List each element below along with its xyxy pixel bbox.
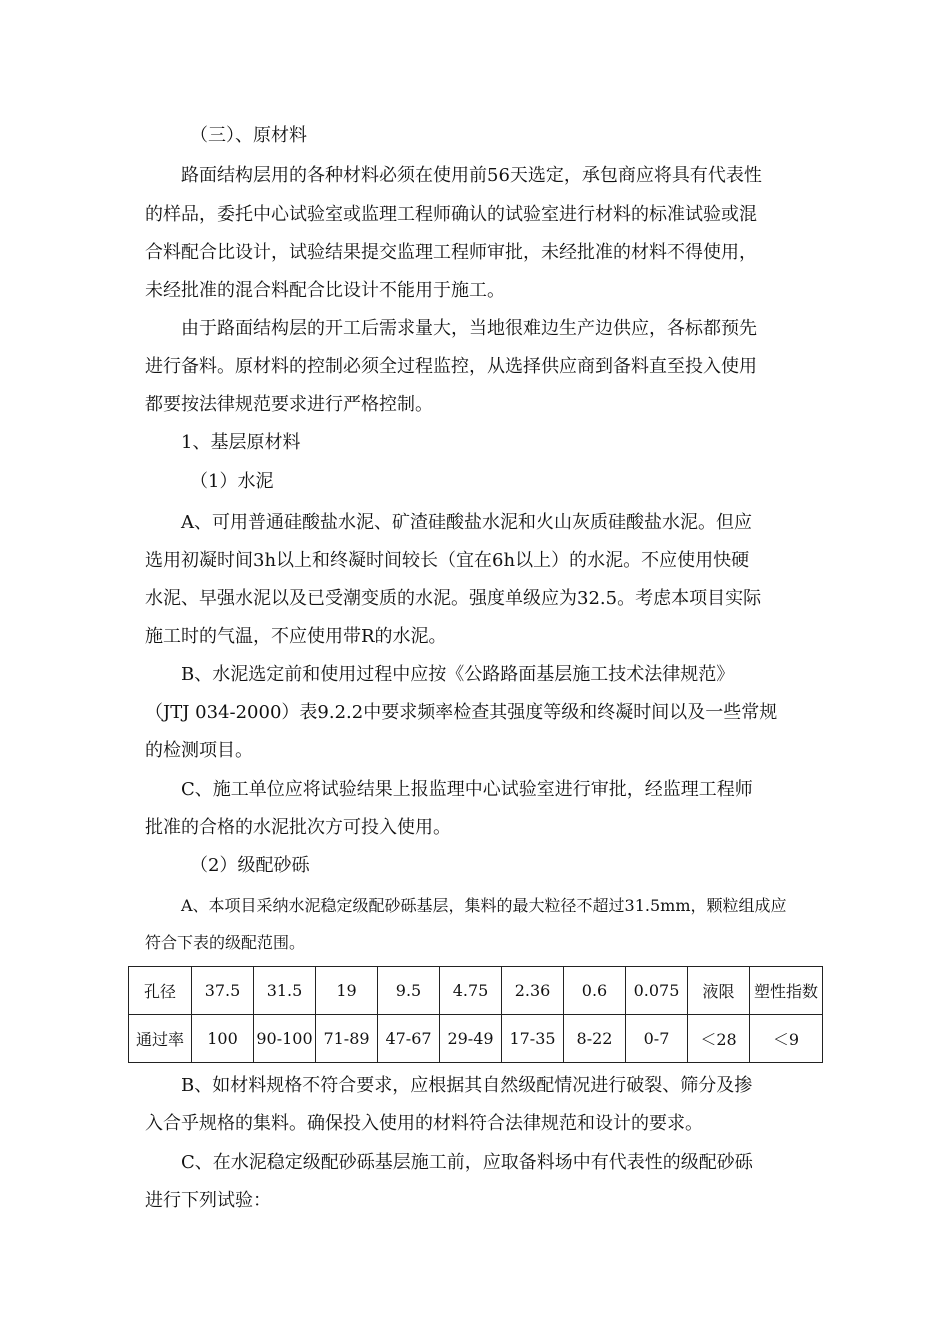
paragraph-line: （JTJ 034-2000）表9.2.2中要求频率检查其强度等级和终凝时间以及一些常规 xyxy=(145,702,778,723)
table-row xyxy=(129,967,823,1015)
table-cell: 47-67 xyxy=(378,1015,440,1063)
table-cell: 孔径 xyxy=(129,967,192,1015)
subsection-heading: （2）级配砂砾 xyxy=(190,855,310,876)
table-cell: 17-35 xyxy=(502,1015,564,1063)
paragraph-line: A、可用普通硅酸盐水泥、矿渣硅酸盐水泥和火山灰质硅酸盐水泥。但应 xyxy=(181,512,752,533)
table-cell: ＜28 xyxy=(688,1015,750,1063)
table-cell: 塑性指数 xyxy=(750,967,823,1015)
subsection-heading: （1）水泥 xyxy=(190,471,274,492)
gradation-table xyxy=(128,966,823,1063)
table-cell: 37.5 xyxy=(192,967,254,1015)
paragraph-line: 入合乎规格的集料。确保投入使用的材料符合法律规范和设计的要求。 xyxy=(145,1113,703,1134)
table-cell: 4.75 xyxy=(440,967,502,1015)
paragraph-line: 都要按法律规范要求进行严格控制。 xyxy=(145,394,433,415)
table-cell: 8-22 xyxy=(564,1015,626,1063)
paragraph-line: 批准的合格的水泥批次方可投入使用。 xyxy=(145,817,451,838)
paragraph-line: 路面结构层用的各种材料必须在使用前56天选定，承包商应将具有代表性 xyxy=(181,165,762,186)
paragraph-line: A、本项目采纳水泥稳定级配砂砾基层，集料的最大粒径不超过31.5mm，颗粒组成应 xyxy=(181,896,787,915)
table-cell: 29-49 xyxy=(440,1015,502,1063)
table-cell: ＜9 xyxy=(750,1015,823,1063)
paragraph-line: C、在水泥稳定级配砂砾基层施工前，应取备料场中有代表性的级配砂砾 xyxy=(181,1152,753,1173)
table-cell: 9.5 xyxy=(378,967,440,1015)
paragraph-line: 选用初凝时间3h以上和终凝时间较长（宜在6h以上）的水泥。不应使用快硬 xyxy=(145,550,750,571)
paragraph-line: 进行备料。原材料的控制必须全过程监控，从选择供应商到备料直至投入使用 xyxy=(145,356,757,377)
section-heading: （三）、原材料 xyxy=(190,125,307,146)
paragraph-line: 未经批准的混合料配合比设计不能用于施工。 xyxy=(145,280,505,301)
paragraph-line: C、施工单位应将试验结果上报监理中心试验室进行审批，经监理工程师 xyxy=(181,779,753,800)
table-cell: 19 xyxy=(316,967,378,1015)
table-cell: 71-89 xyxy=(316,1015,378,1063)
table-cell: 100 xyxy=(192,1015,254,1063)
paragraph-line: 进行下列试验： xyxy=(145,1190,271,1211)
paragraph-line: 的检测项目。 xyxy=(145,740,253,761)
table-cell: 0.075 xyxy=(626,967,688,1015)
table-cell: 90-100 xyxy=(254,1015,316,1063)
table-cell: 通过率 xyxy=(129,1015,192,1063)
paragraph-line: 由于路面结构层的开工后需求量大，当地很难边生产边供应，各标都预先 xyxy=(181,318,757,339)
table-cell: 液限 xyxy=(688,967,750,1015)
table-cell: 31.5 xyxy=(254,967,316,1015)
paragraph-line: 水泥、早强水泥以及已受潮变质的水泥。强度单级应为32.5。考虑本项目实际 xyxy=(145,588,762,609)
paragraph-line: 的样品，委托中心试验室或监理工程师确认的试验室进行材料的标准试验或混 xyxy=(145,204,757,225)
table-cell: 0-7 xyxy=(626,1015,688,1063)
paragraph-line: 施工时的气温，不应使用带R的水泥。 xyxy=(145,626,447,647)
subsection-heading: 1、基层原材料 xyxy=(181,432,301,453)
paragraph-line: 符合下表的级配范围。 xyxy=(145,933,306,952)
table-row xyxy=(129,1015,823,1063)
paragraph-line: B、水泥选定前和使用过程中应按《公路路面基层施工技术法律规范》 xyxy=(181,664,735,685)
paragraph-line: 合料配合比设计，试验结果提交监理工程师审批，未经批准的材料不得使用， xyxy=(145,242,757,263)
table-cell: 0.6 xyxy=(564,967,626,1015)
paragraph-line: B、如材料规格不符合要求，应根据其自然级配情况进行破裂、筛分及掺 xyxy=(181,1075,753,1096)
table-cell: 2.36 xyxy=(502,967,564,1015)
